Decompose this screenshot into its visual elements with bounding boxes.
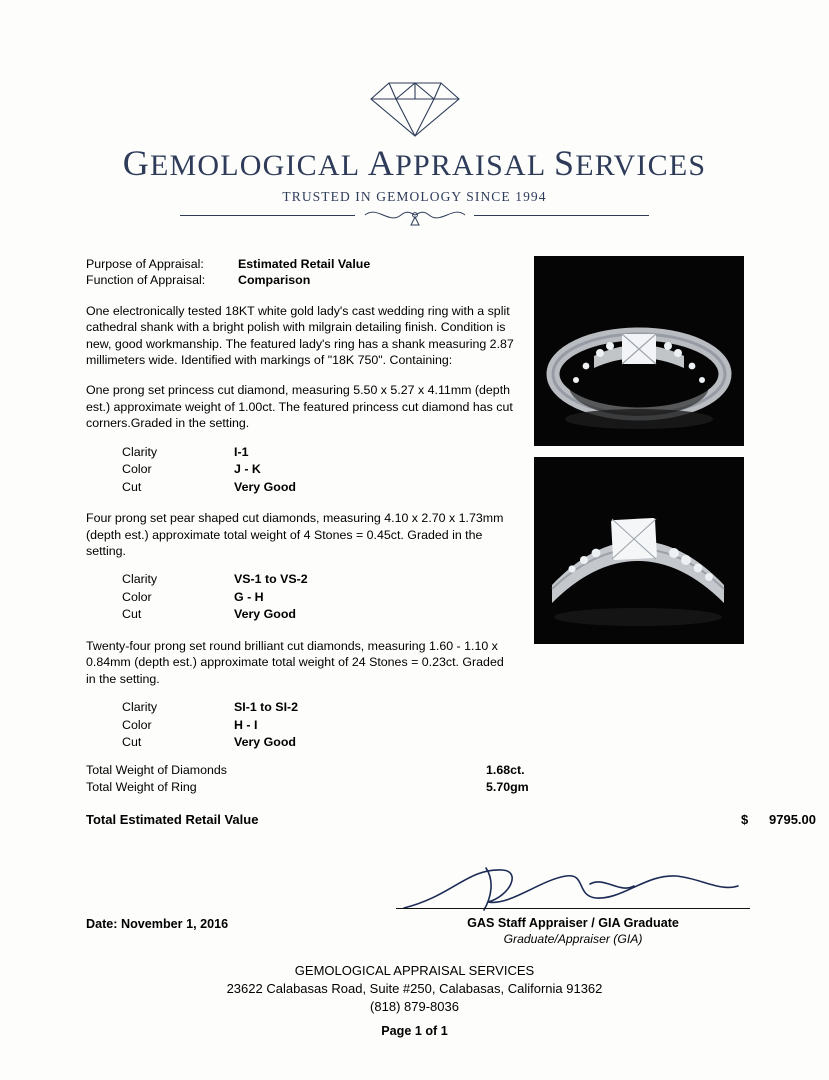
spec-value: SI-1 to SI-2: [234, 700, 299, 715]
total-label: Total Weight of Diamonds: [86, 763, 227, 777]
item-description-2: Four prong set pear shaped cut diamonds, measuring 4.10 x 2.70 x 1.73mm (depth est.) approximate total weight of 4 Stones = 0.45ct. Graded in the setting.: [86, 511, 504, 558]
spec-label: Clarity: [122, 572, 158, 587]
company-name: GEMOLOGICAL APPRAISAL SERVICES: [122, 143, 707, 183]
grand-total-amount: 9795.00: [769, 812, 816, 827]
spec-row: [122, 589, 516, 607]
spec-table-2: [122, 571, 516, 624]
item-description-3: Twenty-four prong set round brilliant cut diamonds, measuring 1.60 - 1.10 x 0.84mm (depth est.) approximate total weight of 24 Stones = 0.23ct. Graded in the setting.: [86, 638, 504, 686]
footer-address: 23622 Calabasas Road, Suite #250, Calabasas, California 91362: [226, 981, 603, 996]
page-number: Page 1 of 1: [381, 1024, 448, 1038]
document-header: [0, 78, 829, 225]
spec-row: [122, 571, 516, 589]
diamond-icon: [0, 78, 829, 140]
spec-label: Clarity: [122, 444, 158, 459]
signer-subtitle: Graduate/Appraiser (GIA): [503, 932, 643, 946]
spec-value: H - I: [234, 717, 258, 732]
footer-phone: (818) 879-8036: [370, 999, 459, 1014]
total-label: Total Weight of Ring: [86, 780, 197, 794]
grand-total-label: Total Estimated Retail Value: [86, 812, 259, 827]
spec-label: Color: [122, 717, 152, 732]
spec-row: [122, 479, 516, 497]
purpose-row: [86, 256, 516, 272]
company-tagline: TRUSTED IN GEMOLOGY SINCE 1994: [282, 189, 547, 204]
total-value: 5.70gm: [486, 780, 529, 794]
item-description-1: One prong set princess cut diamond, measuring 5.50 x 5.27 x 4.11mm (depth est.) approximate weight of 1.00ct. The featured princess cut diamond has cut corners.Graded in the setting.: [86, 383, 513, 431]
spec-label: Color: [122, 462, 152, 477]
function-label: Function of Appraisal:: [86, 273, 206, 288]
appraisal-body: [86, 256, 516, 752]
spec-table-1: [122, 444, 516, 497]
item-description-main: One electronically tested 18KT white gold lady's cast wedding ring with a split cathedral shank with a bright polish with milgrain detailing finish. Condition is new, good workmanship. The featured lady's ring has a shank measuring 2.87 millimeters wide. Identified with markings of "18K 750". Containing:: [86, 303, 514, 368]
spec-label: Color: [122, 589, 152, 604]
function-row: [86, 272, 516, 288]
spec-row: [122, 734, 516, 752]
spec-value: Very Good: [234, 607, 296, 622]
spec-value: G - H: [234, 589, 264, 604]
spec-value: J - K: [234, 462, 261, 477]
total-row: [86, 762, 746, 779]
spec-value: Very Good: [234, 479, 296, 494]
spec-row: [122, 444, 516, 462]
spec-label: Cut: [122, 735, 142, 750]
appraisal-date: Date: November 1, 2016: [86, 917, 229, 931]
totals-section: [86, 762, 746, 796]
spec-row: [122, 717, 516, 735]
ring-photo-top-view: [534, 256, 744, 446]
footer-company: GEMOLOGICAL APPRAISAL SERVICES: [294, 963, 535, 978]
purpose-value: Estimated Retail Value: [238, 257, 371, 271]
spec-table-3: [122, 699, 516, 752]
grand-total-currency: $: [741, 812, 749, 827]
spec-label: Cut: [122, 479, 142, 494]
signature-line: [396, 908, 750, 909]
signature-mark: [390, 862, 750, 919]
spec-label: Clarity: [122, 700, 158, 715]
function-value: Comparison: [238, 273, 311, 288]
spec-label: Cut: [122, 607, 142, 622]
total-value: 1.68ct.: [486, 763, 525, 777]
spec-row: [122, 606, 516, 624]
total-row: [86, 779, 746, 796]
spec-row: [122, 699, 516, 717]
header-divider: [0, 207, 829, 225]
spec-value: Very Good: [234, 735, 296, 750]
flourish-ornament: [355, 205, 475, 232]
spec-row: [122, 461, 516, 479]
ring-photo-side-view: [534, 457, 744, 644]
grand-total-row: [86, 812, 816, 827]
document-footer: [0, 962, 829, 1040]
signer-title: GAS Staff Appraiser / GIA Graduate: [467, 916, 679, 930]
purpose-label: Purpose of Appraisal:: [86, 257, 204, 271]
spec-value: I-1: [234, 444, 249, 459]
spec-value: VS-1 to VS-2: [234, 572, 308, 587]
